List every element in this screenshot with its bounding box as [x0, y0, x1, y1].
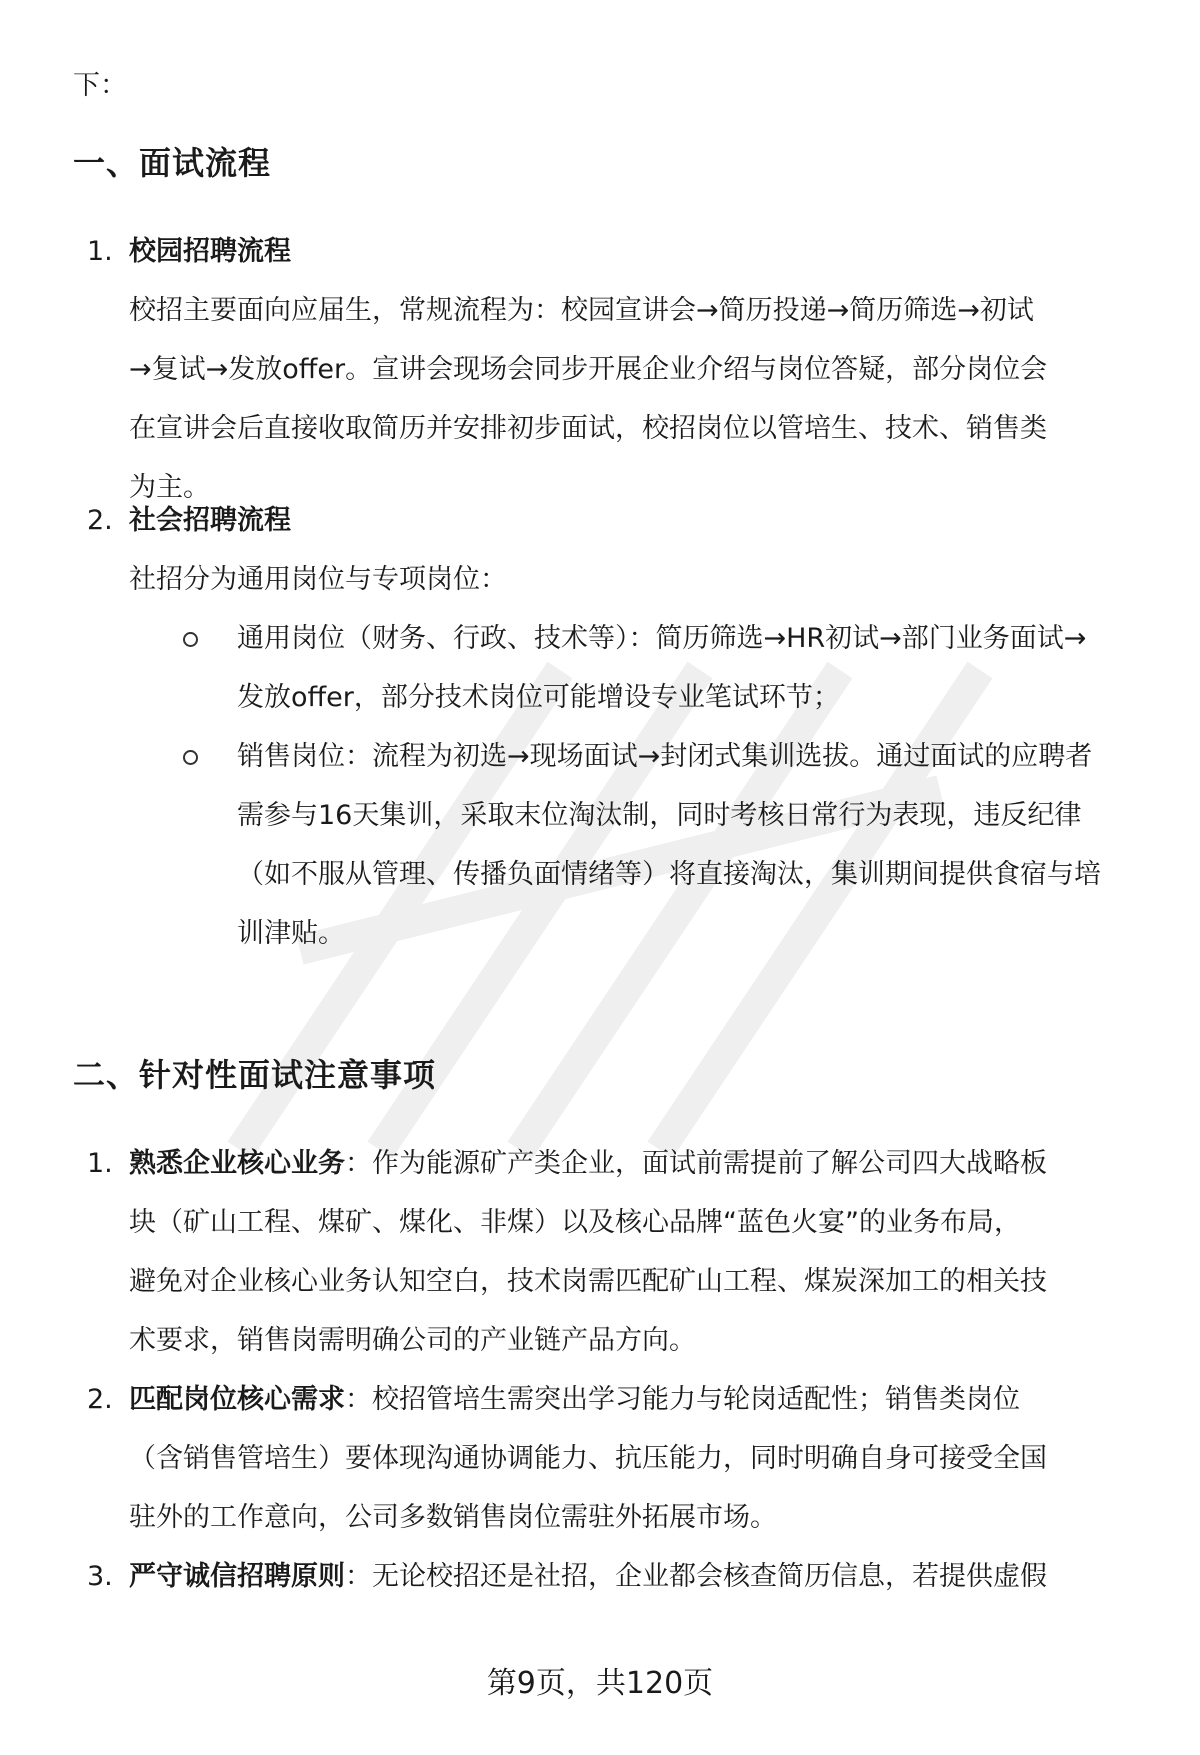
section-title-interview-process: 一、面试流程	[73, 144, 272, 182]
sub-line: 通用岗位（财务、行政、技术等）：简历筛选→HR初试→部门业务面试→	[237, 623, 1087, 654]
list-item-core-business	[73, 1134, 1153, 1370]
item-heading: 熟悉企业核心业务	[129, 1148, 345, 1179]
section-title-interview-tips: 二、针对性面试注意事项	[73, 1056, 437, 1094]
sub-line: 训津贴。	[237, 918, 345, 949]
list-item-job-requirements	[73, 1370, 1153, 1547]
sub-item-general-positions	[183, 609, 1153, 727]
sub-line: 需参与16天集训，采取末位淘汰制，同时考核日常行为表现，违反纪律	[237, 800, 1082, 831]
item-line: ：校招管培生需突出学习能力与轮岗适配性；销售类岗位	[345, 1384, 1020, 1415]
list-item-integrity	[73, 1547, 1153, 1606]
circle-bullet-icon	[183, 750, 198, 765]
item-heading: 校园招聘流程	[129, 236, 291, 267]
list-number: 2.	[87, 1384, 113, 1415]
item-line: 术要求，销售岗需明确公司的产业链产品方向。	[129, 1325, 696, 1356]
circle-bullet-icon	[183, 632, 198, 647]
item-line: 为主。	[129, 472, 210, 503]
sub-line: （如不服从管理、传播负面情绪等）将直接淘汰，集训期间提供食宿与培	[237, 859, 1101, 890]
item-line: 块（矿山工程、煤矿、煤化、非煤）以及核心品牌“蓝色火宴”的业务布局，	[129, 1207, 1021, 1238]
sub-item-sales-positions	[183, 727, 1153, 963]
item-line: （含销售管培生）要体现沟通协调能力、抗压能力，同时明确自身可接受全国	[129, 1443, 1047, 1474]
list-number: 3.	[87, 1561, 113, 1592]
item-heading: 严守诚信招聘原则	[129, 1561, 345, 1592]
item-line: 避免对企业核心业务认知空白，技术岗需匹配矿山工程、煤炭深加工的相关技	[129, 1266, 1047, 1297]
list-number: 2.	[87, 505, 113, 536]
item-line: ：无论校招还是社招，企业都会核查简历信息，若提供虚假	[345, 1561, 1047, 1592]
sub-line: 发放offer，部分技术岗位可能增设专业笔试环节；	[237, 682, 840, 713]
item-line: →复试→发放offer。宣讲会现场会同步开展企业介绍与岗位答疑，部分岗位会	[129, 354, 1048, 385]
sub-line: 销售岗位：流程为初选→现场面试→封闭式集训选拔。通过面试的应聘者	[237, 741, 1093, 772]
page-number-footer: 第9页，共120页	[486, 1666, 714, 1701]
list-number: 1.	[87, 236, 113, 267]
item-heading: 匹配岗位核心需求	[129, 1384, 345, 1415]
list-item-campus-recruitment	[73, 222, 1153, 517]
item-line: 驻外的工作意向，公司多数销售岗位需驻外拓展市场。	[129, 1502, 777, 1533]
item-line: 校招主要面向应届生，常规流程为：校园宣讲会→简历投递→简历筛选→初试	[129, 295, 1034, 326]
list-number: 1.	[87, 1148, 113, 1179]
lead-text: 下：	[73, 70, 127, 101]
item-heading: 社会招聘流程	[129, 505, 291, 536]
item-line: ：作为能源矿产类企业，面试前需提前了解公司四大战略板	[345, 1148, 1047, 1179]
item-line: 在宣讲会后直接收取简历并安排初步面试，校招岗位以管培生、技术、销售类	[129, 413, 1047, 444]
item-intro: 社招分为通用岗位与专项岗位：	[129, 564, 507, 595]
list-item-social-recruitment	[73, 491, 1153, 963]
